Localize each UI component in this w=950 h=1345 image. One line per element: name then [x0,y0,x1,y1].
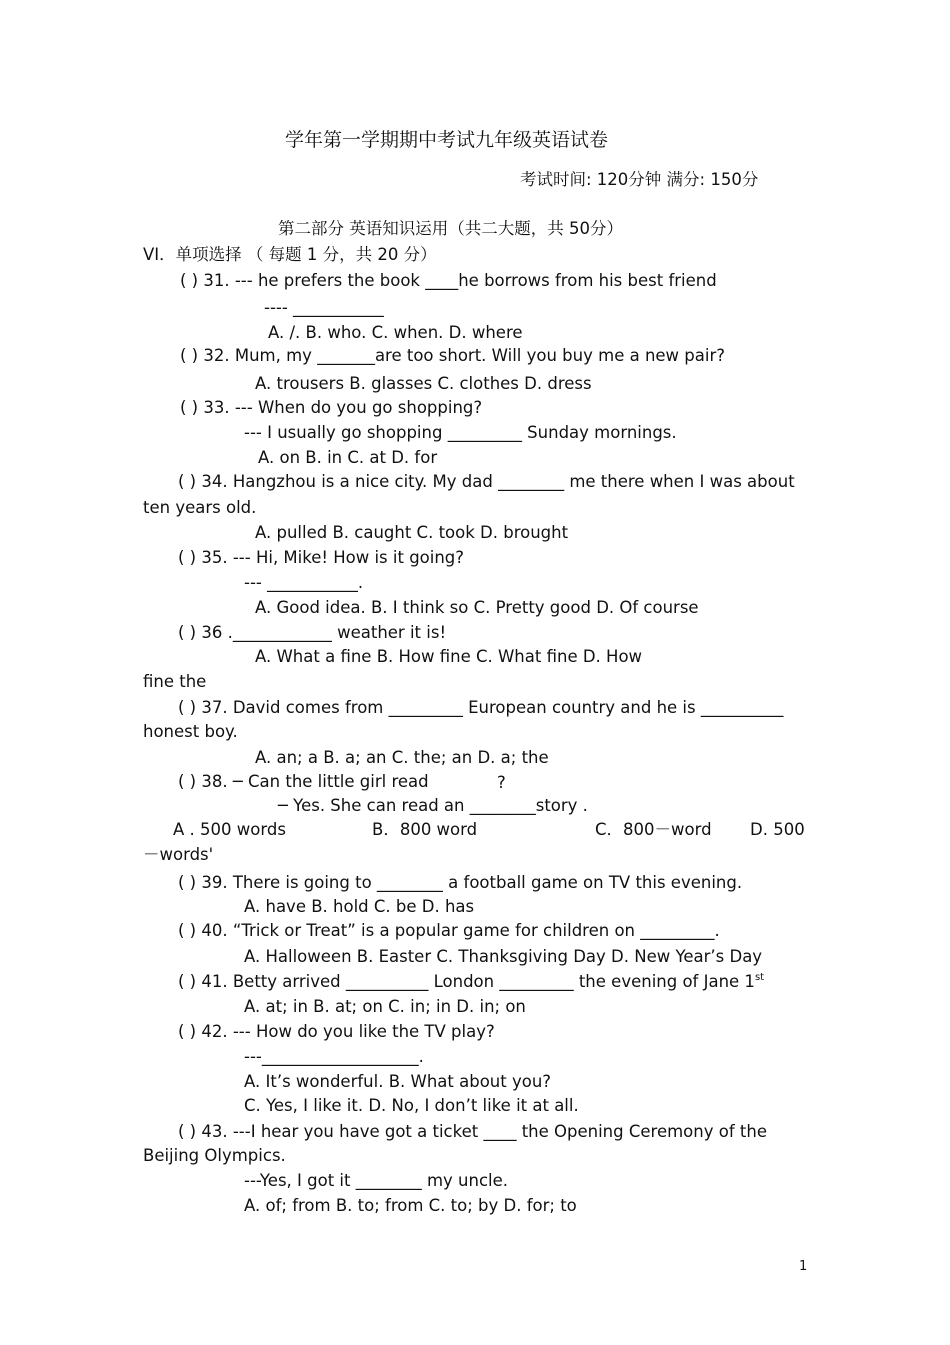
question-40-options: A. Halloween B. Easter C. Thanksgiving Day D. New Year’s Day [244,947,763,966]
question-38-mark: ? [497,773,506,792]
question-38-options-cont: －words' [143,845,214,864]
question-36-options: A. What a fine B. How fine C. What fine D. How [255,647,643,666]
question-42: ( ) 42. --- How do you like the TV play? [178,1022,495,1041]
question-35-options: A. Good idea. B. I think so C. Pretty good D. Of course [255,598,699,617]
question-37: ( ) 37. David comes from _________ European country and he is __________ [178,698,784,717]
question-33: ( ) 33. --- When do you go shopping? [180,398,483,417]
part-heading: 第二部分 英语知识运用（共二大题，共 50分） [278,219,623,238]
question-36: ( ) 36 .____________ weather it is! [178,623,447,642]
question-38: ( ) 38. ─ Can the little girl read [178,772,429,791]
question-40: ( ) 40. “Trick or Treat” is a popular game for children on _________. [178,921,720,940]
question-35-line-2: --- ___________. [244,573,364,592]
question-32-options: A. trousers B. glasses C. clothes D. dress [255,374,592,393]
question-38-option-b: B．800 word [372,820,478,839]
question-43-line-2: Beijing Olympics. [143,1146,286,1165]
question-31: ( ) 31. --- he prefers the book ____he borrows from his best friend [180,271,717,290]
question-43-line-3: ---Yes, I got it ________ my uncle. [244,1171,509,1190]
question-38-option-a: A . 500 words [173,820,286,839]
section-heading: VI．单项选择 （ 每题 1 分，共 20 分） [143,245,437,264]
question-32: ( ) 32. Mum, my _______are too short. Will you buy me a new pair? [180,346,725,365]
question-33-line-2: --- I usually go shopping _________ Sunday mornings. [244,423,677,442]
question-38-line-2: ─ Yes. She can read an ________story . [278,796,588,815]
question-33-options: A. on B. in C. at D. for [258,448,438,467]
question-35: ( ) 35. --- Hi, Mike! How is it going? [178,548,465,567]
page-number: 1 [799,1259,808,1274]
question-41 [178,972,764,995]
question-42-options-1: A. It’s wonderful. B. What about you? [244,1072,552,1091]
question-34: ( ) 34. Hangzhou is a nice city. My dad ________ me there when I was about [178,472,795,491]
question-37-line-2: honest boy. [143,722,238,741]
question-34-options: A. pulled B. caught C. took D. brought [255,523,569,542]
question-41-options: A. at; in B. at; on C. in; in D. in; on [244,997,526,1016]
question-37-options: A. an; a B. a; an C. the; an D. a; the [255,748,549,767]
question-36-options-cont: fine the [143,672,207,691]
question-42-line-2: ---___________________. [244,1047,424,1066]
question-39: ( ) 39. There is going to ________ a football game on TV this evening. [178,873,743,892]
question-38-option-c: C．800－word [595,820,712,839]
question-31-line-2: ---- ___________ [264,298,384,317]
page-title: 学年第一学期期中考试九年级英语试卷 [285,129,609,151]
question-31-options: A. /. B. who. C. when. D. where [268,323,523,342]
question-39-options: A. have B. hold C. be D. has [244,897,475,916]
question-41-superscript: st [754,972,765,983]
question-42-options-2: C. Yes, I like it. D. No, I don’t like it at all. [244,1096,579,1115]
question-43-options: A. of; from B. to; from C. to; by D. for; to [244,1196,577,1215]
question-43: ( ) 43. ---I hear you have got a ticket ____ the Opening Ceremony of the [178,1122,767,1141]
question-34-line-2: ten years old. [143,498,257,517]
exam-info: 考试时间: 120分钟 满分: 150分 [520,170,759,189]
question-41-text: ( ) 41. Betty arrived __________ London _________ the evening of Jane 1 [178,972,755,991]
question-38-option-d: D. 500 [750,820,805,839]
